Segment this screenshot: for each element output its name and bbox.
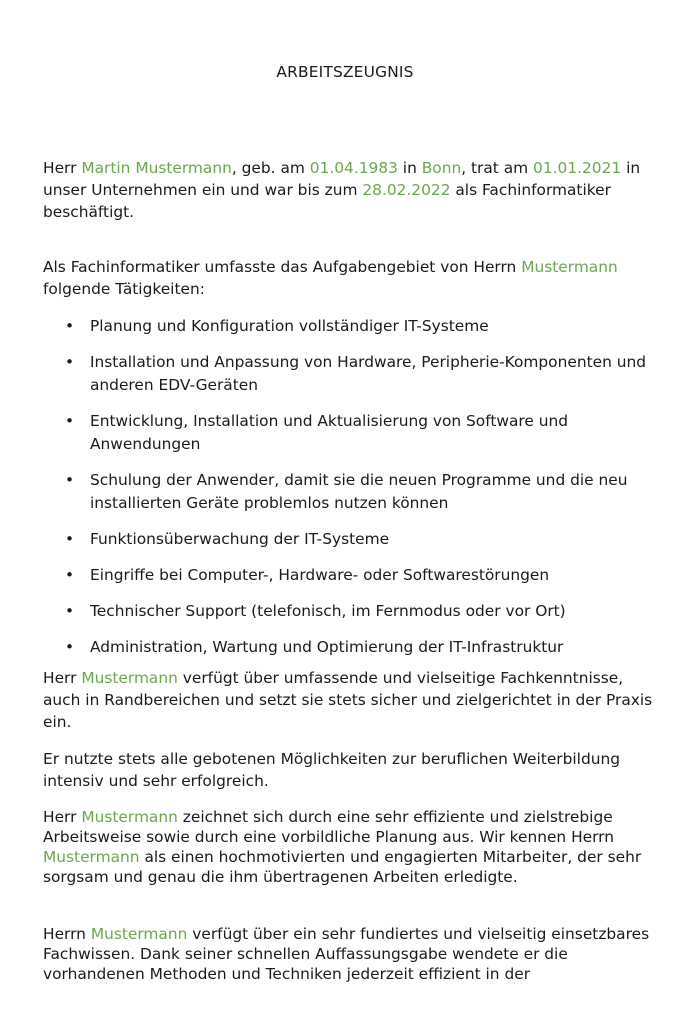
task-item <box>43 351 663 397</box>
task-item <box>43 528 663 551</box>
employee-surname: Mustermann <box>81 808 178 826</box>
task-item <box>43 315 663 338</box>
task-text: Administration, Wartung und Optimierung der IT-Infrastruktur <box>90 638 564 656</box>
intro-text: , geb. am <box>231 159 310 177</box>
training-paragraph <box>43 748 663 792</box>
intro-text: als Fachinformatiker beschäftigt. <box>43 181 611 221</box>
expertise-paragraph <box>43 924 663 984</box>
task-text: Schulung der Anwender, damit sie die neuen Programme und die neu installierten Geräte problemlos nutzen können <box>90 471 628 512</box>
start-date: 01.01.2021 <box>533 159 622 177</box>
work-style-text: als einen hochmotivierten und engagierten Mitarbeiter, der sehr sorgsam und genau die ihm übertragenen Arbeiten erledigte. <box>43 848 642 886</box>
end-date: 28.02.2022 <box>362 181 451 199</box>
bullet-icon: • <box>65 471 75 489</box>
bullet-icon: • <box>65 317 75 335</box>
task-list-container <box>43 315 663 672</box>
task-item <box>43 469 663 515</box>
intro-text: , trat am <box>461 159 534 177</box>
document-title: ARBEITSZEUGNIS <box>276 63 414 81</box>
training-text: Er nutzte stets alle gebotenen Möglichkeiten zur beruflichen Weiterbildung intensiv und sehr erfolgreich. <box>43 750 620 790</box>
bullet-icon: • <box>65 412 75 430</box>
work-style-paragraph <box>43 807 663 887</box>
task-list <box>43 315 663 659</box>
work-style-text: Herr <box>43 808 82 826</box>
bullet-icon: • <box>65 566 75 584</box>
task-text: Technischer Support (telefonisch, im Fernmodus oder vor Ort) <box>90 602 566 620</box>
intro-text: Herr <box>43 159 82 177</box>
expertise-text: verfügt über ein sehr fundiertes und vielseitig einsetzbares Fachwissen. Dank seiner schnellen Auffassungsgabe wendete er die vorhandenen Methoden und Techniken jederzeit effizient in der <box>43 925 650 983</box>
bullet-icon: • <box>65 638 75 656</box>
expertise-text: Herrn <box>43 925 91 943</box>
task-text: Funktionsüberwachung der IT-Systeme <box>90 530 390 548</box>
employee-surname: Mustermann <box>81 669 178 687</box>
employee-surname: Mustermann <box>90 925 188 943</box>
tasks-intro-text: Als Fachinformatiker umfasste das Aufgabengebiet von Herrn <box>43 258 522 276</box>
tasks-intro-text: folgende Tätigkeiten: <box>43 280 205 298</box>
employee-surname: Mustermann <box>43 848 140 866</box>
task-item <box>43 636 663 659</box>
work-style-text: zeichnet sich durch eine sehr effiziente und zielstrebige Arbeitsweise sowie durch eine vorbildliche Planung aus. Wir kennen Herrn <box>43 808 614 846</box>
employee-surname: Mustermann <box>521 258 618 276</box>
task-item <box>43 564 663 587</box>
task-text: Installation und Anpassung von Hardware, Peripherie-Komponenten und anderen EDV-Geräten <box>90 353 647 394</box>
employee-name: Martin Mustermann <box>81 159 232 177</box>
intro-text: in unser Unternehmen ein und war bis zum <box>43 159 641 199</box>
task-text: Entwicklung, Installation und Aktualisierung von Software und Anwendungen <box>90 412 569 453</box>
birth-place: Bonn <box>421 159 462 177</box>
bullet-icon: • <box>65 530 75 548</box>
task-text: Planung und Konfiguration vollständiger IT-Systeme <box>90 317 489 335</box>
task-text: Eingriffe bei Computer-, Hardware- oder Softwarestörungen <box>90 566 550 584</box>
knowledge-text: verfügt über umfassende und vielseitige Fachkenntnisse, auch in Randbereichen und setzt sie stets sicher und zielgerichtet in der Praxis ein. <box>43 669 653 731</box>
birth-date: 01.04.1983 <box>309 159 398 177</box>
task-item <box>43 600 663 623</box>
bullet-icon: • <box>65 353 75 371</box>
intro-text: in <box>397 159 422 177</box>
bullet-icon: • <box>65 602 75 620</box>
tasks-intro-paragraph <box>43 256 663 300</box>
knowledge-text: Herr <box>43 669 82 687</box>
task-item <box>43 410 663 456</box>
intro-paragraph <box>43 157 663 223</box>
knowledge-paragraph <box>43 667 663 733</box>
